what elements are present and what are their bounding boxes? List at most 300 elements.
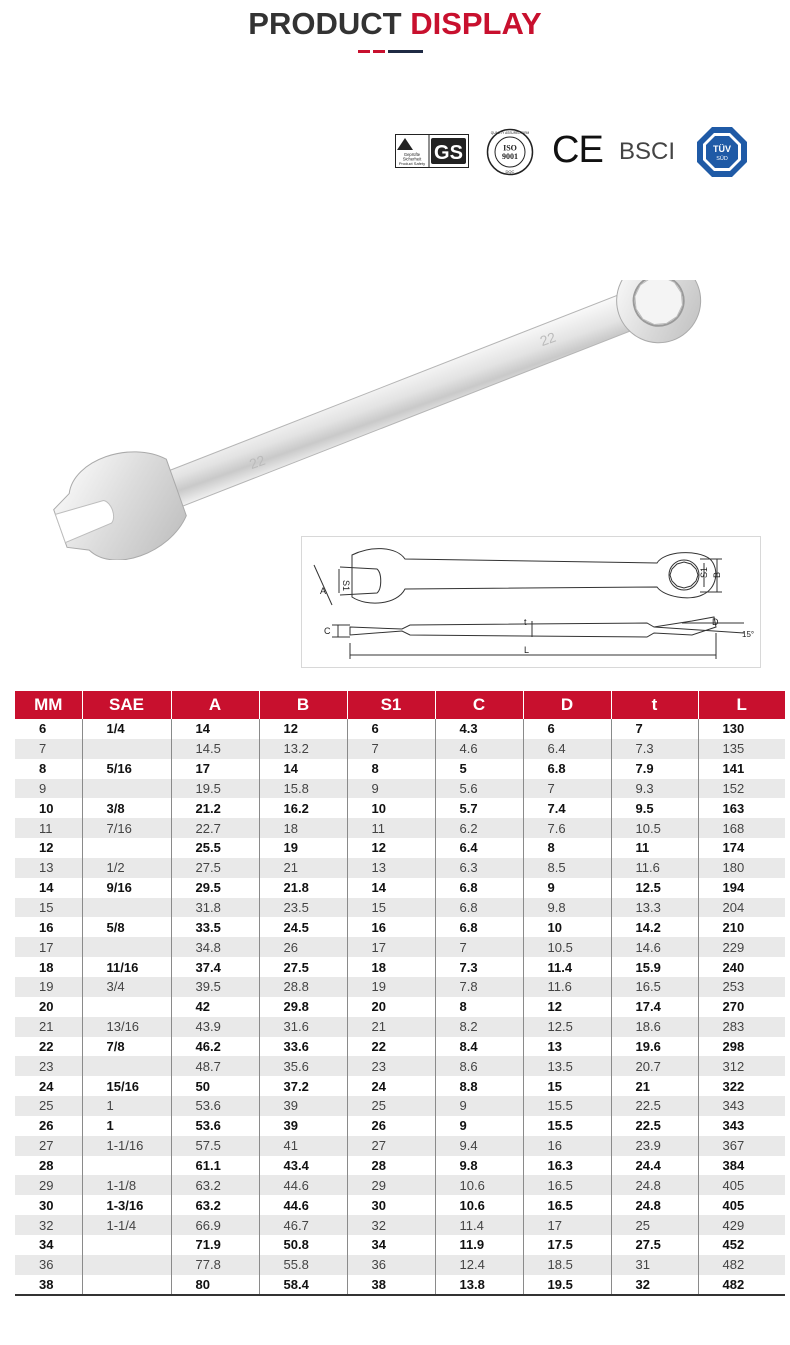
table-cell: 8 xyxy=(435,997,523,1017)
table-cell: 15.8 xyxy=(259,779,347,799)
table-cell: 15.5 xyxy=(523,1116,611,1136)
table-cell: 22.7 xyxy=(171,818,259,838)
table-cell: 63.2 xyxy=(171,1175,259,1195)
table-cell: 41 xyxy=(259,1136,347,1156)
table-cell: 27 xyxy=(347,1136,435,1156)
table-cell: 6.3 xyxy=(435,858,523,878)
table-cell: 22 xyxy=(347,1037,435,1057)
table-cell: 10.6 xyxy=(435,1195,523,1215)
table-cell: 18 xyxy=(259,818,347,838)
table-cell xyxy=(82,1235,171,1255)
table-cell: 10.5 xyxy=(523,937,611,957)
table-cell: 6.4 xyxy=(435,838,523,858)
table-cell: 13.2 xyxy=(259,739,347,759)
table-cell: 20.7 xyxy=(611,1056,698,1076)
table-cell: 16.5 xyxy=(523,1175,611,1195)
table-cell: 28 xyxy=(15,1156,82,1176)
table-cell: 36 xyxy=(15,1255,82,1275)
table-cell: 5.7 xyxy=(435,798,523,818)
column-header: D xyxy=(523,691,611,719)
table-cell: 8.2 xyxy=(435,1017,523,1037)
table-cell: 405 xyxy=(698,1175,785,1195)
table-cell: 29.5 xyxy=(171,878,259,898)
table-cell: 13.8 xyxy=(435,1275,523,1296)
table-cell: 253 xyxy=(698,977,785,997)
table-row xyxy=(15,1275,785,1296)
page-title xyxy=(0,6,790,42)
table-cell: 15.9 xyxy=(611,957,698,977)
table-cell: 14.5 xyxy=(171,739,259,759)
table-cell: 16.3 xyxy=(523,1156,611,1176)
table-cell: 24.8 xyxy=(611,1195,698,1215)
table-cell: 10.6 xyxy=(435,1175,523,1195)
table-cell: 11 xyxy=(611,838,698,858)
table-row xyxy=(15,858,785,878)
table-cell: 32 xyxy=(347,1215,435,1235)
table-row xyxy=(15,997,785,1017)
table-cell: 31.8 xyxy=(171,898,259,918)
table-cell: 21 xyxy=(611,1076,698,1096)
table-cell: 63.2 xyxy=(171,1195,259,1215)
table-cell: 13 xyxy=(15,858,82,878)
table-cell: 10.5 xyxy=(611,818,698,838)
table-cell: 11/16 xyxy=(82,957,171,977)
table-header-row xyxy=(15,691,785,719)
table-cell: 27.5 xyxy=(259,957,347,977)
table-cell: 9 xyxy=(435,1116,523,1136)
table-cell: 48.7 xyxy=(171,1056,259,1076)
table-cell xyxy=(82,997,171,1017)
table-cell: 6.8 xyxy=(523,759,611,779)
table-cell: 16.5 xyxy=(611,977,698,997)
table-row xyxy=(15,798,785,818)
title-part-product: PRODUCT xyxy=(248,6,402,41)
table-cell: 6 xyxy=(347,719,435,739)
table-cell: 6.2 xyxy=(435,818,523,838)
table-cell xyxy=(82,1255,171,1275)
table-cell: 10 xyxy=(347,798,435,818)
table-cell: 22.5 xyxy=(611,1116,698,1136)
table-cell: 168 xyxy=(698,818,785,838)
table-cell: 66.9 xyxy=(171,1215,259,1235)
combination-wrench-image xyxy=(35,280,745,560)
table-cell: 482 xyxy=(698,1255,785,1275)
table-cell: 240 xyxy=(722,959,745,975)
table-cell: 11 xyxy=(347,818,435,838)
table-cell: 53.6 xyxy=(171,1096,259,1116)
certification-logos xyxy=(395,122,755,180)
table-cell: 14 xyxy=(259,759,347,779)
table-cell: 14.6 xyxy=(611,937,698,957)
table-cell: 8.8 xyxy=(435,1076,523,1096)
column-header: C xyxy=(435,691,523,719)
table-cell: 39.5 xyxy=(171,977,259,997)
column-header: SAE xyxy=(82,691,171,719)
table-row xyxy=(15,898,785,918)
table-cell: 33.5 xyxy=(171,917,259,937)
table-cell: 17 xyxy=(15,937,82,957)
table-cell: 16 xyxy=(523,1136,611,1156)
table-cell: 29 xyxy=(347,1175,435,1195)
table-cell: 6 xyxy=(523,719,611,739)
table-row xyxy=(15,937,785,957)
table-row xyxy=(15,719,785,739)
table-cell: 32 xyxy=(15,1215,82,1235)
svg-text:DQC: DQC xyxy=(505,169,515,174)
table-cell: 39 xyxy=(259,1096,347,1116)
table-cell: 1/2 xyxy=(82,858,171,878)
table-cell: 31 xyxy=(611,1255,698,1275)
table-cell: 1-1/16 xyxy=(82,1136,171,1156)
table-cell: 71.9 xyxy=(171,1235,259,1255)
table-cell: 405 xyxy=(722,1197,745,1213)
table-cell: 28 xyxy=(347,1156,435,1176)
table-cell: 322 xyxy=(722,1078,745,1094)
gs-certification-icon xyxy=(395,134,469,168)
diagram-label-t: t xyxy=(524,617,527,627)
table-cell: 6 xyxy=(15,719,82,739)
table-cell xyxy=(82,779,171,799)
table-cell: 163 xyxy=(722,800,745,816)
table-cell: 30 xyxy=(347,1195,435,1215)
table-row xyxy=(15,957,785,977)
table-cell: 9.3 xyxy=(611,779,698,799)
table-cell: 80 xyxy=(171,1275,259,1296)
table-cell: 1 xyxy=(82,1116,171,1136)
diagram-label-c: C xyxy=(324,626,331,636)
table-cell: 38 xyxy=(15,1275,82,1296)
table-cell: 46.7 xyxy=(259,1215,347,1235)
svg-text:9001: 9001 xyxy=(502,152,518,161)
table-cell: 7.3 xyxy=(611,739,698,759)
table-cell: 15 xyxy=(347,898,435,918)
table-cell: 5.6 xyxy=(435,779,523,799)
table-cell: 12 xyxy=(523,997,611,1017)
table-cell: 29.8 xyxy=(259,997,347,1017)
table-cell: 26 xyxy=(347,1116,435,1136)
table-cell: 19.5 xyxy=(171,779,259,799)
table-cell: 21.8 xyxy=(259,878,347,898)
table-cell: 13.3 xyxy=(611,898,698,918)
table-row xyxy=(15,977,785,997)
table-cell: 46.2 xyxy=(171,1037,259,1057)
table-cell: 31.6 xyxy=(259,1017,347,1037)
table-row xyxy=(15,779,785,799)
table-row xyxy=(15,1017,785,1037)
ce-mark-icon: CE xyxy=(552,129,603,171)
table-cell: 9.5 xyxy=(611,798,698,818)
svg-text:ISO: ISO xyxy=(503,143,517,153)
table-row xyxy=(15,838,785,858)
table-cell xyxy=(82,1056,171,1076)
table-cell: 18.5 xyxy=(523,1255,611,1275)
table-cell: 4.3 xyxy=(435,719,523,739)
diagram-label-l: L xyxy=(524,645,530,655)
table-cell: 50.8 xyxy=(259,1235,347,1255)
svg-text:TÜV: TÜV xyxy=(713,144,731,154)
size-stamp-open-end: 22 xyxy=(247,451,268,473)
table-cell: 7 xyxy=(347,739,435,759)
table-cell: 229 xyxy=(698,937,785,957)
table-cell: 17 xyxy=(523,1215,611,1235)
table-cell: 204 xyxy=(698,898,785,918)
table-cell: 12 xyxy=(15,838,82,858)
diagram-label-b: B xyxy=(712,571,722,578)
table-cell: 5/8 xyxy=(82,917,171,937)
table-cell: 152 xyxy=(698,779,785,799)
table-cell: 11.4 xyxy=(523,957,611,977)
table-cell: 14 xyxy=(171,719,259,739)
table-row xyxy=(15,759,785,779)
table-cell: 1-1/8 xyxy=(82,1175,171,1195)
column-header: L xyxy=(698,691,785,719)
table-cell: 482 xyxy=(698,1275,785,1296)
svg-text:QUALITY ASSURED FIRM: QUALITY ASSURED FIRM xyxy=(490,130,530,135)
table-cell: 9/16 xyxy=(82,878,171,898)
table-cell: 3/4 xyxy=(82,977,171,997)
table-cell: 17 xyxy=(347,937,435,957)
table-cell: 22.5 xyxy=(611,1096,698,1116)
table-cell: 32 xyxy=(611,1275,698,1296)
svg-text:SÜD: SÜD xyxy=(716,156,728,162)
table-cell: 13 xyxy=(523,1037,611,1057)
table-cell: 141 xyxy=(722,761,745,777)
table-cell: 8 xyxy=(15,759,82,779)
table-cell: 13.5 xyxy=(523,1056,611,1076)
table-row xyxy=(15,1235,785,1255)
table-cell: 14 xyxy=(347,878,435,898)
table-cell: 15 xyxy=(15,898,82,918)
table-cell: 28.8 xyxy=(259,977,347,997)
column-header: B xyxy=(259,691,347,719)
table-cell: 5/16 xyxy=(82,759,171,779)
table-cell: 13 xyxy=(347,858,435,878)
table-cell: 21 xyxy=(259,858,347,878)
table-cell: 50 xyxy=(171,1076,259,1096)
table-cell: 19.5 xyxy=(523,1275,611,1296)
table-row xyxy=(15,1136,785,1156)
diagram-label-s1-ring: S1 xyxy=(699,566,709,578)
size-stamp-ring-end: 22 xyxy=(537,328,558,350)
table-cell: 30 xyxy=(15,1195,82,1215)
table-cell: 38 xyxy=(347,1275,435,1296)
table-cell: 35.6 xyxy=(259,1056,347,1076)
table-cell: 312 xyxy=(698,1056,785,1076)
table-cell: 9 xyxy=(15,779,82,799)
table-cell: 367 xyxy=(698,1136,785,1156)
table-cell: 384 xyxy=(722,1157,745,1173)
table-cell: 43.4 xyxy=(259,1156,347,1176)
table-cell: 34 xyxy=(15,1235,82,1255)
table-cell: 10 xyxy=(523,917,611,937)
table-cell: 27.5 xyxy=(611,1235,698,1255)
table-cell: 33.6 xyxy=(259,1037,347,1057)
table-cell: 8.4 xyxy=(435,1037,523,1057)
table-cell: 18 xyxy=(15,957,82,977)
table-cell xyxy=(82,1275,171,1296)
table-cell: 7.4 xyxy=(523,798,611,818)
table-cell: 58.4 xyxy=(259,1275,347,1296)
table-cell: 6.8 xyxy=(435,917,523,937)
table-cell: 6.8 xyxy=(435,898,523,918)
table-cell: 11 xyxy=(15,818,82,838)
table-cell: 11.9 xyxy=(435,1235,523,1255)
table-cell: 283 xyxy=(698,1017,785,1037)
table-row xyxy=(15,1175,785,1195)
column-header: MM xyxy=(15,691,82,719)
table-row xyxy=(15,878,785,898)
dimension-diagram xyxy=(301,536,761,668)
table-cell: 21 xyxy=(15,1017,82,1037)
column-header: A xyxy=(171,691,259,719)
table-cell: 9 xyxy=(523,878,611,898)
table-cell: 6.8 xyxy=(435,878,523,898)
table-cell: 17.4 xyxy=(611,997,698,1017)
table-cell: 20 xyxy=(15,997,82,1017)
table-cell: 5 xyxy=(435,759,523,779)
table-cell: 12 xyxy=(347,838,435,858)
table-cell: 36 xyxy=(347,1255,435,1275)
table-cell: 343 xyxy=(722,1118,745,1134)
table-cell: 9.8 xyxy=(523,898,611,918)
table-cell: 19.6 xyxy=(611,1037,698,1057)
table-cell: 25.5 xyxy=(171,838,259,858)
table-cell: 7 xyxy=(523,779,611,799)
table-cell: 8 xyxy=(523,838,611,858)
table-cell: 12.5 xyxy=(523,1017,611,1037)
table-row xyxy=(15,1215,785,1235)
table-cell: 7 xyxy=(611,719,698,739)
table-cell: 12 xyxy=(259,719,347,739)
table-cell: 37.4 xyxy=(171,957,259,977)
table-cell: 24 xyxy=(347,1076,435,1096)
table-cell: 16 xyxy=(15,917,82,937)
table-cell: 7/8 xyxy=(82,1037,171,1057)
table-cell: 16.5 xyxy=(523,1195,611,1215)
table-cell: 19 xyxy=(259,838,347,858)
table-row xyxy=(15,1096,785,1116)
table-cell: 20 xyxy=(347,997,435,1017)
iso-9001-icon xyxy=(486,128,534,176)
table-cell: 180 xyxy=(698,858,785,878)
table-cell: 24.8 xyxy=(611,1175,698,1195)
table-cell: 26 xyxy=(15,1116,82,1136)
svg-text:Product Safety: Product Safety xyxy=(398,161,426,166)
table-cell: 1/4 xyxy=(82,719,171,739)
diagram-label-d: D xyxy=(712,617,719,627)
table-cell: 14.2 xyxy=(611,917,698,937)
table-row xyxy=(15,739,785,759)
table-cell: 174 xyxy=(722,840,745,856)
table-cell: 15/16 xyxy=(82,1076,171,1096)
table-row xyxy=(15,917,785,937)
table-cell: 9 xyxy=(347,779,435,799)
table-cell: 19 xyxy=(15,977,82,997)
table-cell: 7.6 xyxy=(523,818,611,838)
table-cell: 55.8 xyxy=(259,1255,347,1275)
svg-text:GS: GS xyxy=(434,142,463,164)
table-cell: 23 xyxy=(15,1056,82,1076)
svg-text:Sicherheit: Sicherheit xyxy=(402,156,422,162)
bsci-mark-icon: BSCI xyxy=(619,138,676,165)
table-row xyxy=(15,1156,785,1176)
table-cell xyxy=(82,937,171,957)
table-cell: 34.8 xyxy=(171,937,259,957)
table-cell: 11.6 xyxy=(611,858,698,878)
column-header: S1 xyxy=(347,691,435,719)
table-cell: 8.5 xyxy=(523,858,611,878)
table-cell: 14 xyxy=(15,878,82,898)
tuv-sud-icon xyxy=(696,126,748,178)
wrench-spec-table xyxy=(15,691,785,1296)
table-cell: 23 xyxy=(347,1056,435,1076)
table-cell: 7.8 xyxy=(435,977,523,997)
table-cell: 298 xyxy=(722,1038,745,1054)
table-cell xyxy=(82,739,171,759)
table-row xyxy=(15,818,785,838)
table-cell: 3/8 xyxy=(82,798,171,818)
table-cell: 25 xyxy=(611,1215,698,1235)
table-cell: 17 xyxy=(171,759,259,779)
table-cell: 1-1/4 xyxy=(82,1215,171,1235)
table-cell: 23.9 xyxy=(611,1136,698,1156)
table-row xyxy=(15,1195,785,1215)
table-cell: 12.4 xyxy=(435,1255,523,1275)
table-cell: 26 xyxy=(259,937,347,957)
table-cell: 270 xyxy=(722,999,745,1015)
title-part-display: DISPLAY xyxy=(410,6,542,41)
table-cell: 61.1 xyxy=(171,1156,259,1176)
column-header: t xyxy=(611,691,698,719)
table-cell: 24 xyxy=(15,1076,82,1096)
table-row xyxy=(15,1116,785,1136)
table-cell: 10 xyxy=(15,798,82,818)
table-cell: 7.9 xyxy=(611,759,698,779)
table-cell: 15.5 xyxy=(523,1096,611,1116)
diagram-label-a: A xyxy=(320,586,327,596)
table-cell: 135 xyxy=(698,739,785,759)
dimension-drawing xyxy=(302,537,760,667)
table-cell: 7 xyxy=(435,937,523,957)
table-cell: 8 xyxy=(347,759,435,779)
table-cell: 25 xyxy=(15,1096,82,1116)
table-cell: 22 xyxy=(15,1037,82,1057)
table-cell: 130 xyxy=(722,721,745,737)
table-cell: 9.8 xyxy=(435,1156,523,1176)
table-row xyxy=(15,1076,785,1096)
table-cell: 27 xyxy=(15,1136,82,1156)
diagram-label-angle: 15° xyxy=(742,630,755,639)
table-cell: 343 xyxy=(698,1096,785,1116)
table-cell: 16 xyxy=(347,917,435,937)
table-cell: 23.5 xyxy=(259,898,347,918)
table-cell: 13/16 xyxy=(82,1017,171,1037)
table-cell: 57.5 xyxy=(171,1136,259,1156)
table-cell: 25 xyxy=(347,1096,435,1116)
table-cell: 9 xyxy=(435,1096,523,1116)
table-cell: 11.6 xyxy=(523,977,611,997)
table-cell: 12.5 xyxy=(611,878,698,898)
table-cell: 4.6 xyxy=(435,739,523,759)
table-cell: 1 xyxy=(82,1096,171,1116)
table-cell: 34 xyxy=(347,1235,435,1255)
table-cell: 44.6 xyxy=(259,1175,347,1195)
table-row xyxy=(15,1255,785,1275)
table-cell: 7/16 xyxy=(82,818,171,838)
table-cell: 21.2 xyxy=(171,798,259,818)
table-body xyxy=(15,719,785,1295)
table-cell: 11.4 xyxy=(435,1215,523,1235)
